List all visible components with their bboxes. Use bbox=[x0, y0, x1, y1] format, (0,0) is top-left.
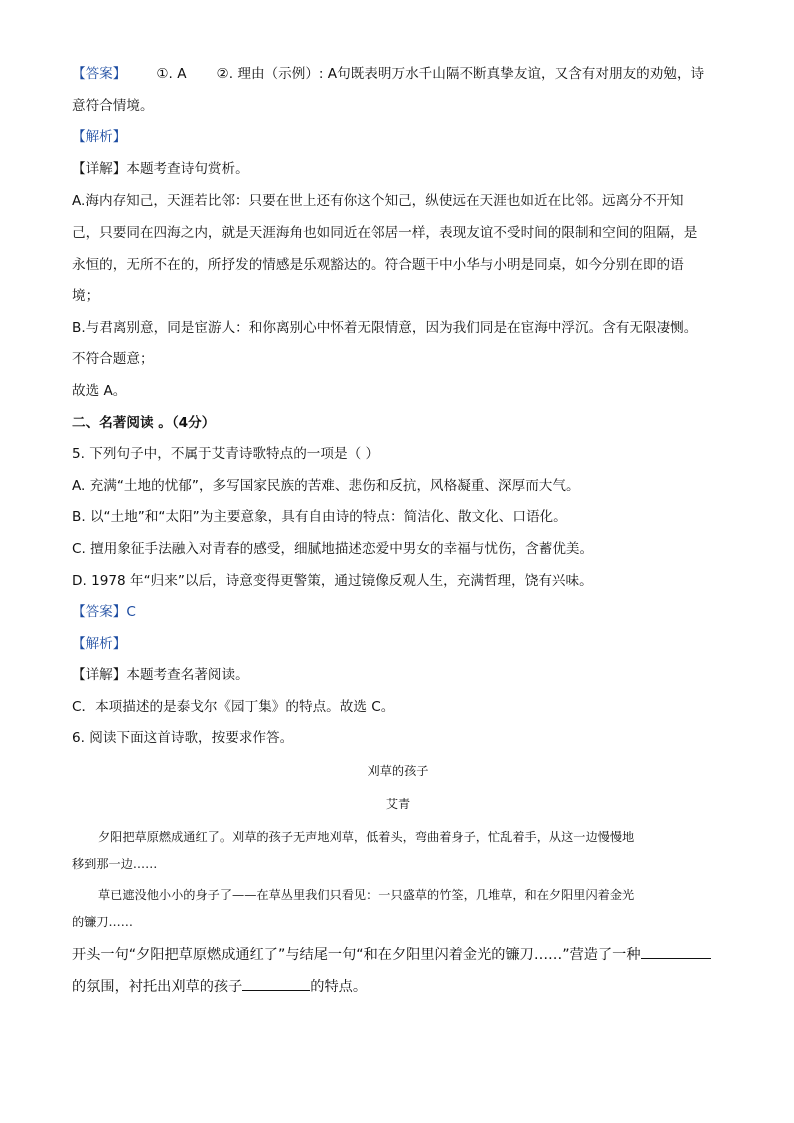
option-b-analysis: B.与君离别意，同是宦游人：和你离别心中怀着无限情意，因为我们同是在宦海中浮沉。含有无限凄恻。 不符合题意； bbox=[72, 319, 698, 368]
fill-in-question bbox=[72, 940, 724, 1003]
question-5-option-d: D. 1978 年“归来”以后，诗意变得更警策，通过镜像反观人生，充满哲理，饶有兴味。 bbox=[72, 572, 593, 589]
question-part-3: 的特点。 bbox=[310, 978, 368, 995]
answer-tag: 【答案】 bbox=[72, 66, 127, 82]
answer-line bbox=[72, 64, 724, 85]
poem-paragraph-2: 草已遮没他小小的身子了——在草丛里我们只看见：一只盛草的竹筌，几堆草，和在夕阳里闪着金光 的镰刀…… bbox=[72, 888, 635, 930]
question-5-stem: 5. 下列句子中，不属于艾青诗歌特点的一项是（ ） bbox=[72, 446, 380, 463]
answer-option-1: ①. A bbox=[156, 66, 187, 82]
question-5-option-a: A. 充满“土地的忧郁”，多写国家民族的苦难、悲伤和反抗，风格凝重、深厚而大气。 bbox=[72, 477, 580, 494]
choose-line: 故选 A。 bbox=[72, 382, 127, 399]
poem-title: 刈草的孩子 bbox=[367, 764, 429, 779]
question-part-2: 的氛围，衬托出刈草的孩子 bbox=[72, 978, 243, 995]
answer-option-2: ②. 理由（示例）: A句既表明万水千山隔不断真挚友谊，又含有对朋友的劝勉，诗 bbox=[216, 66, 705, 82]
question-part-1: 开头一句“夕阳把草原燃成通红了”与结尾一句“和在夕阳里闪着金光的镰刀……”营造了一种 bbox=[72, 947, 641, 964]
answer-blank-1[interactable] bbox=[641, 944, 711, 959]
explanation-2: C．本项描述的是泰戈尔《园丁集》的特点。故选 C。 bbox=[72, 698, 395, 715]
poem bbox=[72, 761, 724, 936]
section-heading: 二、名著阅读 。（4分） bbox=[72, 414, 216, 431]
question-6: 6. 阅读下面这首诗歌，按要求作答。 bbox=[72, 730, 294, 747]
question-5-option-b: B. 以“土地”和“太阳”为主要意象，具有自由诗的特点：简洁化、散文化、口语化。 bbox=[72, 509, 567, 526]
answer-continuation: 意符合情境。 bbox=[72, 97, 154, 114]
detail-line: 【详解】本题考查诗句赏析。 bbox=[72, 160, 249, 177]
answer-2: 【答案】C bbox=[72, 604, 136, 621]
poem-author: 艾青 bbox=[385, 797, 411, 812]
analysis-tag: 【解析】 bbox=[72, 129, 127, 146]
answer-blank-2[interactable] bbox=[242, 976, 310, 991]
question-5-option-c: C. 擅用象征手法融入对青春的感受，细腻地描述恋爱中男女的幸福与忧伤，含蓄优美。 bbox=[72, 540, 594, 557]
analysis-tag-2: 【解析】 bbox=[72, 635, 127, 652]
poem-paragraph-1: 夕阳把草原燃成通红了。刈草的孩子无声地刈草，低着头，弯曲着身子，忙乱着手，从这一边慢慢地 移到那一边…… bbox=[72, 830, 635, 872]
document-page bbox=[72, 64, 724, 1003]
option-a-analysis: A.海内存知己，天涯若比邻：只要在世上还有你这个知己，纵使远在天涯也如近在比邻。远离分不开知 己，只要同在四海之内，就是天涯海角也如同近在邻居一样，表现友谊不受时间的限制和空间的阻隔，是 永恒的，无所不在的，所抒发的情感是乐观豁达的。符合题干中小华与小明是同桌，如今分别在即的语 境； bbox=[72, 193, 698, 305]
detail-line-2: 【详解】本题考查名著阅读。 bbox=[72, 667, 249, 684]
